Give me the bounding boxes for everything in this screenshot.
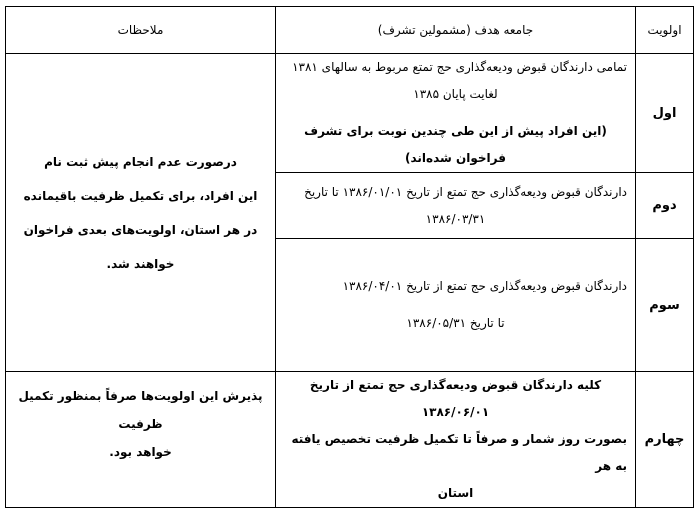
target-fourth-line-2: بصورت روز شمار و صرفاً تا تکمیل ظرفیت تخصیص یافته به هر bbox=[291, 432, 627, 473]
notes-group-1 bbox=[6, 54, 276, 372]
target-first-line-1: تمامی دارندگان قبوض ودیعه‌گذاری حج تمتع مربوط به سالهای ۱۳۸۱ bbox=[292, 60, 627, 74]
priority-table bbox=[5, 6, 694, 508]
target-third-line-2: تا تاریخ ۱۳۸۶/۰۵/۳۱ bbox=[406, 316, 505, 330]
target-first bbox=[276, 54, 636, 173]
note-1-line-1: درصورت عدم انجام پیش ثبت نام bbox=[44, 154, 237, 169]
priority-first: اول bbox=[636, 54, 694, 173]
target-third bbox=[276, 239, 636, 372]
priority-second: دوم bbox=[636, 173, 694, 239]
target-fourth bbox=[276, 372, 636, 508]
target-first-line-3: (این افراد پیش از این طی چندین نوبت برای تشرف فراخوان شده‌اند) bbox=[304, 124, 607, 165]
notes-group-4 bbox=[6, 372, 276, 508]
note-1-line-4: خواهند شد. bbox=[106, 256, 175, 271]
target-fourth-line-3: استان bbox=[437, 486, 474, 500]
note-1-line-2: این افراد، برای تکمیل ظرفیت باقیمانده bbox=[23, 188, 258, 203]
priority-third: سوم bbox=[636, 239, 694, 372]
target-first-line-2: لغایت پایان ۱۳۸۵ bbox=[413, 87, 498, 101]
target-fourth-line-1: کلیه دارندگان قبوض ودیعه‌گذاری حج تمتع از تاریخ ۱۳۸۶/۰۶/۰۱ bbox=[309, 378, 602, 419]
note-1-line-3: در هر استان، اولویت‌های بعدی فراخوان bbox=[23, 222, 258, 237]
note-4-line-1: پذیرش این اولویت‌ها صرفاً بمنظور تکمیل ظرفیت bbox=[18, 389, 263, 431]
header-target: جامعه هدف (مشمولین تشرف) bbox=[276, 7, 636, 54]
header-priority: اولویت bbox=[636, 7, 694, 54]
table-row-first bbox=[6, 54, 694, 173]
target-second bbox=[276, 173, 636, 239]
target-third-line-1: دارندگان قبوض ودیعه‌گذاری حج تمتع از تاریخ ۱۳۸۶/۰۴/۰۱ bbox=[342, 279, 627, 293]
note-4-line-2: خواهد بود. bbox=[109, 445, 172, 459]
target-second-line-2: ۱۳۸۶/۰۳/۳۱ bbox=[425, 211, 486, 226]
table-row-fourth bbox=[6, 372, 694, 508]
priority-fourth: چهارم bbox=[636, 372, 694, 508]
target-second-line-1: دارندگان قبوض ودیعه‌گذاری حج تمتع از تاریخ ۱۳۸۶/۰۱/۰۱ تا تاریخ bbox=[304, 184, 627, 199]
header-row bbox=[6, 7, 694, 54]
header-notes: ملاحظات bbox=[6, 7, 276, 54]
